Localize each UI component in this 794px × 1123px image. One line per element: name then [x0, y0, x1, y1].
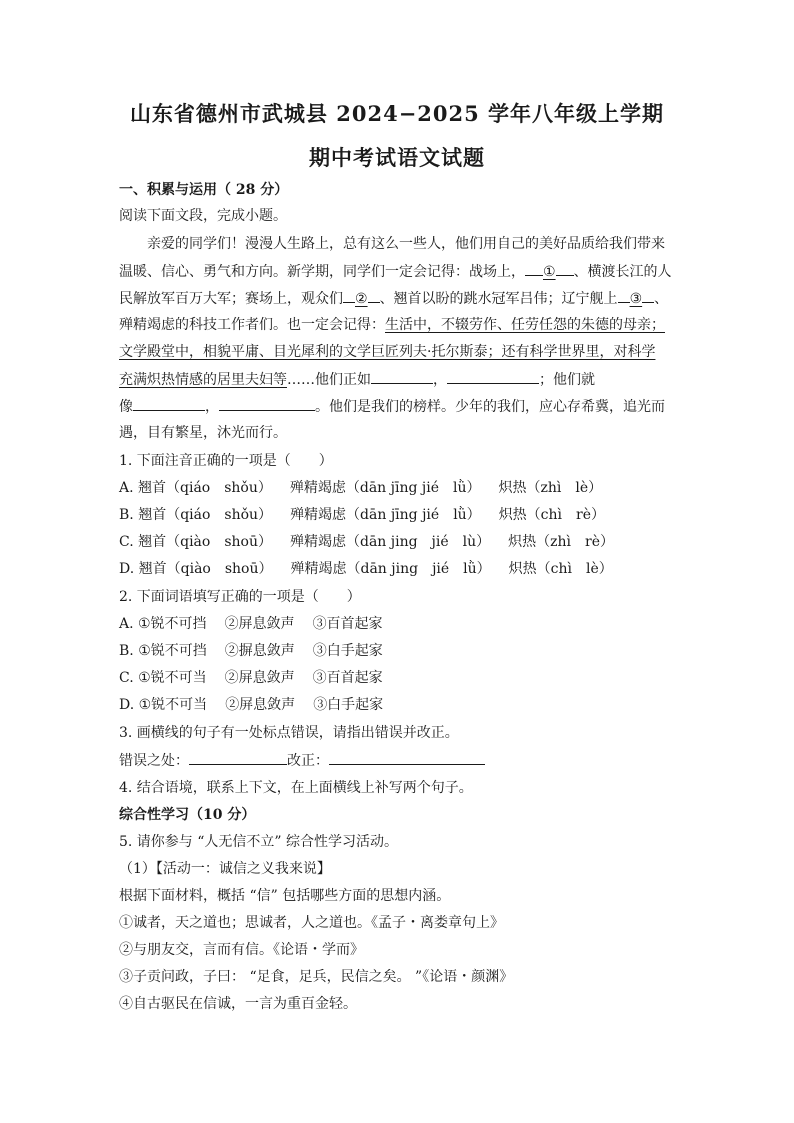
question-2-option-a: A. ①锐不可挡 ②屏息敛声 ③百首起家 — [119, 616, 383, 632]
page-subtitle: 期中考试语文试题 — [309, 145, 485, 170]
material-3: ③子贡问政，子曰： “足食，足兵，民信之矣。 ”《论语・颜渊》 — [119, 969, 514, 985]
passage-line-7: 像 ， 。他们是我们的榜样。少年的我们，应心存希冀，追光而 — [119, 396, 679, 417]
passage-line-4: 殚精竭虑的科技工作者们。也一定会记得：生活中，不辍劳作、任劳任怨的朱德的母亲； — [119, 317, 665, 333]
question-5-stem: 5. 请你参与 “人无信不立” 综合性学习活动。 — [119, 834, 399, 850]
passage-line-2: 温暖、信心、勇气和方向。新学期，同学们一定会记得：战场上， ① 、横渡长江的人 — [119, 261, 679, 282]
question-1-option-b: B. 翘首（qiáo shǒu） 殚精竭虑（dān jīng jié lǜ） 炽热（chì rè） — [119, 507, 605, 523]
question-3-stem: 3. 画横线的句子有一处标点错误，请指出错误并改正。 — [119, 725, 459, 741]
question-4-stem: 4. 结合语境，联系上下文，在上面横线上补写两个句子。 — [119, 780, 473, 796]
material-1: ①诚者，天之道也；思诚者，人之道也。《孟子・离娄章句上》 — [119, 915, 504, 931]
question-2-option-b: B. ①锐不可挡 ②摒息敛声 ③白手起家 — [119, 643, 383, 659]
material-2: ②与朋友交，言而有信。《论语・学而》 — [119, 942, 364, 958]
passage-line-8: 遇，目有繁星，沐光而行。 — [119, 425, 287, 441]
answer-blank-3 — [133, 396, 205, 411]
question-2-stem: 2. 下面词语填写正确的一项是（ ） — [119, 589, 361, 605]
passage-line-5: 文学殿堂中，相貌平庸、目光犀利的文学巨匠列夫·托尔斯泰；还有科学世界里，对科学 — [119, 344, 656, 360]
underlined-sentence-1: 生活中，不辍劳作、任劳任怨的朱德的母亲； — [385, 317, 665, 333]
passage-line-3: 民解放军百万大军；赛场上，观众们 ② 、翘首以盼的跳水冠军吕伟；辽宁舰上 ③ 、 — [119, 288, 679, 309]
question-1-option-d: D. 翘首（qiào shoū） 殚精竭虑（dān jing jié lǜ） 炽热（chì lè） — [119, 561, 613, 577]
passage-line-6: 充满炽热情感的居里夫妇等……他们正如 ， ；他们就 — [119, 369, 679, 390]
blank-3: ③ — [629, 291, 643, 307]
correction-answer-blank — [329, 750, 485, 765]
answer-blank-1 — [371, 369, 433, 384]
answer-blank-4 — [219, 396, 315, 411]
passage-line-1: 亲爱的同学们！漫漫人生路上，总有这么一些人，他们用自己的美好品质给我们带来 — [147, 236, 665, 252]
error-answer-blank — [189, 750, 287, 765]
question-2-option-c: C. ①锐不可当 ②屏息敛声 ③百首起家 — [119, 670, 383, 686]
material-4: ④自古驱民在信诚，一言为重百金轻。 — [119, 996, 357, 1012]
answer-blank-2 — [447, 369, 539, 384]
page-title: 山东省德州市武城县 2024−2025 学年八年级上学期 — [129, 101, 665, 126]
question-5-sub-1: （1）【活动一：诚信之义我来说】 — [119, 861, 331, 877]
section-heading-2: 综合性学习（10 分） — [119, 807, 256, 823]
question-3-answer-line: 错误之处： 改正： — [119, 750, 679, 771]
question-1-stem: 1. 下面注音正确的一项是（ ） — [119, 453, 333, 469]
underlined-sentence-3: 充满炽热情感的居里夫妇等 — [119, 372, 287, 388]
section-heading-1: 一、积累与运用（ 28 分） — [119, 182, 289, 198]
question-1-option-a: A. 翘首（qiáo shǒu） 殚精竭虑（dān jīng jié lǜ） 炽热（zhì lè） — [119, 480, 603, 496]
blank-2: ② — [355, 291, 368, 307]
instruction: 阅读下面文段，完成小题。 — [119, 208, 287, 224]
question-1-option-c: C. 翘首（qiào shoū） 殚精竭虑（dān jing jié lù） 炽热（zhì rè） — [119, 534, 615, 550]
question-2-option-d: D. ①锐不可当 ②屏息敛声 ③白手起家 — [119, 697, 384, 713]
blank-1: ① — [543, 264, 556, 280]
question-5-sub-1-instruction: 根据下面材料，概括 “信” 包括哪些方面的思想内涵。 — [119, 888, 451, 904]
